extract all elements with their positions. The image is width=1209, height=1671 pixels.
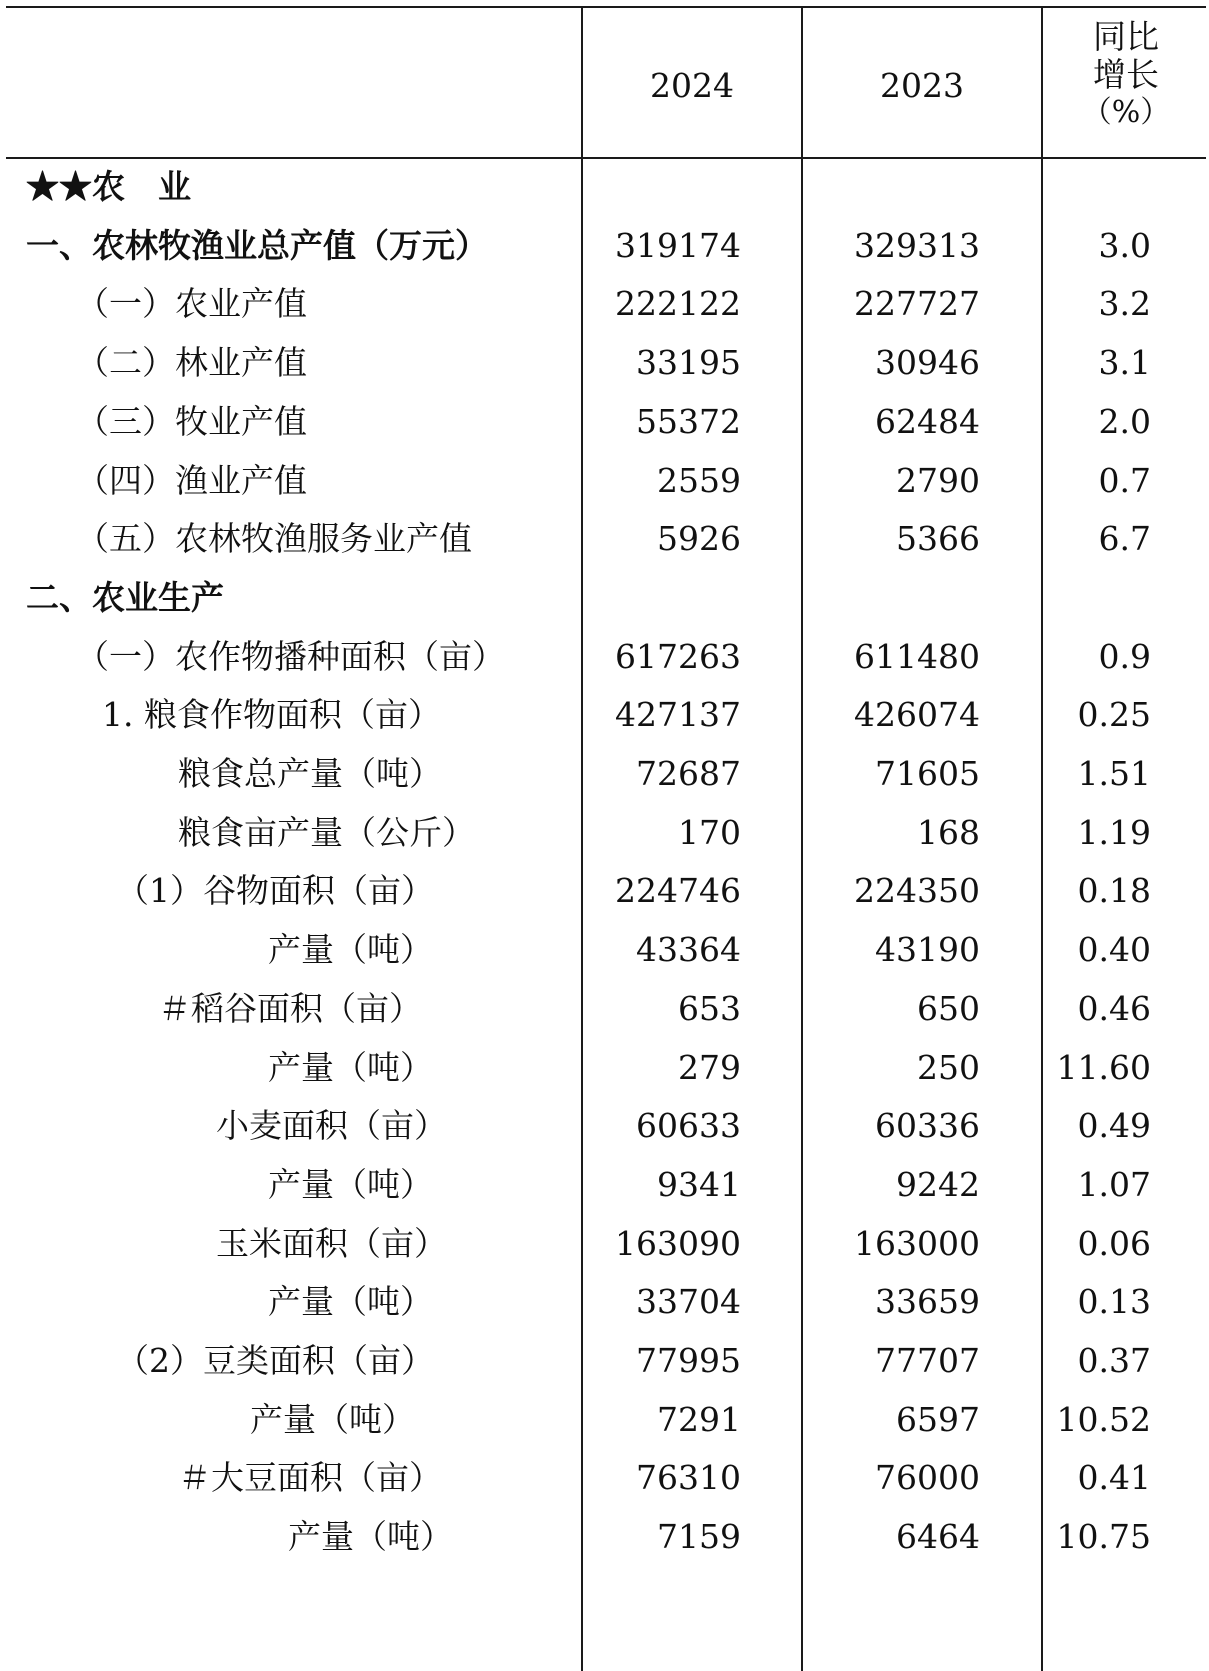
value-2024: 2559 <box>657 460 741 500</box>
value-growth: 10.75 <box>1056 1517 1151 1557</box>
value-2024: 55372 <box>636 401 741 441</box>
value-2023: 611480 <box>854 636 980 676</box>
value-growth <box>1043 156 1151 219</box>
value-growth <box>1043 567 1151 630</box>
table-row <box>0 1095 1209 1158</box>
table-row <box>0 743 1209 806</box>
table-row <box>0 1154 1209 1217</box>
value-growth: 0.46 <box>1077 988 1151 1028</box>
row-label: （五）农林牧渔服务业产值 <box>76 519 472 559</box>
header-growth-line2: 增长 <box>1093 55 1159 94</box>
table-row <box>0 391 1209 454</box>
value-growth: 3.2 <box>1098 284 1151 324</box>
header-growth-unit: （%） <box>1081 95 1171 130</box>
value-2024: 222122 <box>615 284 741 324</box>
table-row <box>0 978 1209 1041</box>
value-2023: 2790 <box>896 460 980 500</box>
value-growth: 1.19 <box>1077 812 1151 852</box>
row-label: （四）渔业产值 <box>76 460 307 500</box>
row-label: 产量（吨） <box>268 1164 433 1204</box>
value-2023: 650 <box>917 988 980 1028</box>
value-2023 <box>803 156 980 219</box>
table-row <box>0 684 1209 747</box>
value-2023: 60336 <box>875 1106 980 1146</box>
table-row <box>0 860 1209 923</box>
value-growth: 3.1 <box>1098 343 1151 383</box>
value-growth: 2.0 <box>1098 401 1151 441</box>
table-row <box>0 156 1209 219</box>
value-growth: 6.7 <box>1098 519 1151 559</box>
table-row <box>0 1271 1209 1334</box>
value-2023: 43190 <box>875 930 980 970</box>
row-label: ★★农 业 <box>26 167 191 206</box>
table-row <box>0 802 1209 865</box>
value-growth: 10.52 <box>1056 1399 1151 1439</box>
value-2024: 72687 <box>636 754 741 793</box>
value-2023 <box>803 567 980 630</box>
row-label: 产量（吨） <box>268 1047 433 1087</box>
table-row <box>0 626 1209 689</box>
value-2024: 170 <box>678 812 741 852</box>
value-2023: 227727 <box>854 284 980 324</box>
value-2023: 163000 <box>854 1223 980 1263</box>
row-label: 产量（吨） <box>268 930 433 970</box>
value-2023: 33659 <box>875 1282 980 1322</box>
table-row <box>0 1330 1209 1393</box>
value-growth: 3.0 <box>1098 225 1151 265</box>
row-label: （二）林业产值 <box>76 343 307 383</box>
value-2023: 250 <box>917 1047 980 1087</box>
value-growth: 11.60 <box>1056 1047 1151 1087</box>
value-2024: 427137 <box>615 695 741 735</box>
value-2024 <box>583 156 741 219</box>
value-2023: 30946 <box>875 343 980 383</box>
row-label: 1. 粮食作物面积（亩） <box>102 695 441 735</box>
value-2024: 319174 <box>615 225 741 265</box>
value-growth: 0.18 <box>1077 871 1151 911</box>
row-label: ＃大豆面积（亩） <box>178 1458 442 1498</box>
table-top-rule <box>6 6 1206 8</box>
table-row <box>0 1213 1209 1276</box>
row-label: 玉米面积（亩） <box>216 1223 447 1263</box>
row-label: 粮食总产量（吨） <box>178 754 442 793</box>
table-row <box>0 273 1209 336</box>
row-label: ＃稻谷面积（亩） <box>158 988 422 1028</box>
value-2023: 77707 <box>875 1341 980 1380</box>
header-growth-rate <box>1043 18 1209 132</box>
header-growth-line1: 同比 <box>1093 17 1159 56</box>
table-row <box>0 215 1209 278</box>
header-year-2023: 2023 <box>880 66 964 105</box>
row-label: （一）农作物播种面积（亩） <box>76 636 505 676</box>
value-2024: 5926 <box>657 519 741 559</box>
value-2024: 76310 <box>636 1458 741 1498</box>
value-growth: 1.51 <box>1077 754 1151 793</box>
value-2023: 168 <box>917 812 980 852</box>
value-2024: 279 <box>678 1047 741 1087</box>
value-2023: 329313 <box>854 225 980 265</box>
value-2023: 9242 <box>896 1164 980 1204</box>
value-2023: 6464 <box>896 1517 980 1557</box>
table-row <box>0 1506 1209 1569</box>
header-year-2024: 2024 <box>650 66 734 105</box>
value-2023: 426074 <box>854 695 980 735</box>
value-2023: 5366 <box>896 519 980 559</box>
value-2024: 77995 <box>636 1341 741 1380</box>
value-2024 <box>583 567 741 630</box>
row-label: 产量（吨） <box>268 1282 433 1322</box>
table-row <box>0 332 1209 395</box>
value-2024: 60633 <box>636 1106 741 1146</box>
value-2024: 43364 <box>636 930 741 970</box>
value-growth: 1.07 <box>1077 1164 1151 1204</box>
row-label: （一）农业产值 <box>76 284 307 324</box>
table-row <box>0 1389 1209 1452</box>
row-label: （三）牧业产值 <box>76 401 307 441</box>
value-growth: 0.9 <box>1098 636 1151 676</box>
value-2024: 163090 <box>615 1223 741 1263</box>
table-row <box>0 567 1209 630</box>
value-2024: 33704 <box>636 1282 741 1322</box>
value-2023: 224350 <box>854 871 980 911</box>
value-growth: 0.7 <box>1098 460 1151 500</box>
value-2023: 6597 <box>896 1399 980 1439</box>
value-growth: 0.37 <box>1077 1341 1151 1380</box>
row-label: 一、农林牧渔业总产值（万元） <box>26 225 488 265</box>
value-2023: 71605 <box>875 754 980 793</box>
row-label: 小麦面积（亩） <box>216 1106 447 1146</box>
table-row <box>0 1447 1209 1510</box>
value-2023: 76000 <box>875 1458 980 1498</box>
value-2024: 33195 <box>636 343 741 383</box>
row-label: （2）豆类面积（亩） <box>116 1341 434 1380</box>
value-2024: 9341 <box>657 1164 741 1204</box>
table-row <box>0 508 1209 571</box>
value-2024: 653 <box>678 988 741 1028</box>
value-2024: 224746 <box>615 871 741 911</box>
row-label: （1）谷物面积（亩） <box>116 871 434 911</box>
value-growth: 0.40 <box>1077 930 1151 970</box>
value-growth: 0.06 <box>1077 1223 1151 1263</box>
value-growth: 0.13 <box>1077 1282 1151 1322</box>
table-row <box>0 450 1209 513</box>
row-label: 产量（吨） <box>288 1517 453 1557</box>
table-row <box>0 919 1209 982</box>
value-2024: 7291 <box>657 1399 741 1439</box>
value-growth: 0.41 <box>1077 1458 1151 1498</box>
row-label: 粮食亩产量（公斤） <box>178 812 475 852</box>
value-2024: 617263 <box>615 636 741 676</box>
value-growth: 0.25 <box>1077 695 1151 735</box>
row-label: 二、农业生产 <box>26 577 224 617</box>
table-row <box>0 1037 1209 1100</box>
row-label: 产量（吨） <box>250 1399 415 1439</box>
value-growth: 0.49 <box>1077 1106 1151 1146</box>
value-2024: 7159 <box>657 1517 741 1557</box>
value-2023: 62484 <box>875 401 980 441</box>
